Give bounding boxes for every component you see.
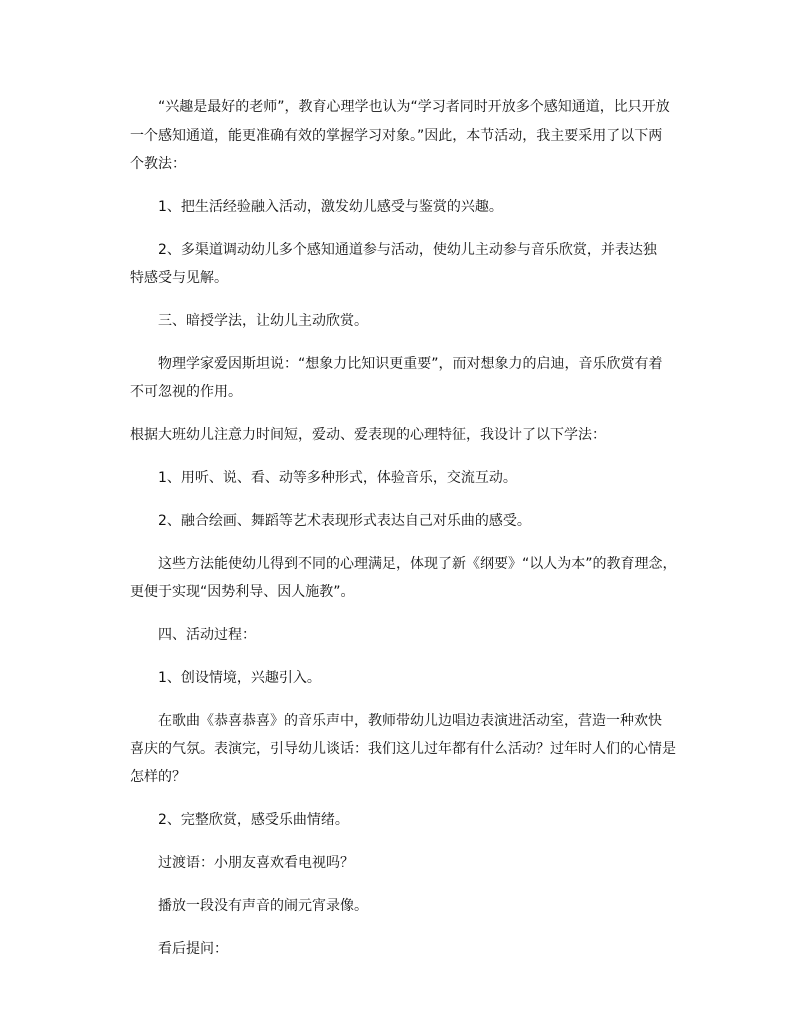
paragraph-line: 根据大班幼儿注意力时间短，爱动、爱表现的心理特征，我设计了以下学法：	[130, 427, 606, 443]
list-item: 1、创设情境，兴趣引入。	[158, 670, 321, 686]
paragraph-line: 过渡语：小朋友喜欢看电视吗？	[158, 855, 354, 871]
paragraph-line: 不可忽视的作用。	[130, 384, 242, 400]
paragraph-line: 喜庆的气氛。表演完，引导幼儿谈话：我们这儿过年都有什么活动？过年时人们的心情是	[130, 741, 676, 757]
paragraph-line: 怎样的？	[130, 769, 186, 785]
paragraph-line: 在歌曲《恭喜恭喜》的音乐声中，教师带幼儿边唱边表演进活动室，营造一种欢快	[158, 713, 662, 729]
list-item: 2、多渠道调动幼儿多个感知通道参与活动，使幼儿主动参与音乐欣赏，并表达独	[158, 242, 657, 258]
list-item: 1、用听、说、看、动等多种形式，体验音乐，交流互动。	[158, 470, 517, 486]
paragraph-line: 这些方法能使幼儿得到不同的心理满足，体现了新《纲要》“以人为本”的教育理念，	[158, 556, 677, 572]
paragraph-line: 一个感知通道，能更准确有效的掌握学习对象。”因此，本节活动，我主要采用了以下两	[130, 128, 663, 144]
list-item: 2、融合绘画、舞蹈等艺术表现形式表达自己对乐曲的感受。	[158, 513, 531, 529]
section-heading: 三、暗授学法，让幼儿主动欣赏。	[158, 313, 368, 329]
list-item: 1、把生活经验融入活动，激发幼儿感受与鉴赏的兴趣。	[158, 199, 503, 215]
paragraph-line: “兴趣是最好的老师”，教育心理学也认为“学习者同时开放多个感知通道，比只开放	[158, 99, 670, 115]
paragraph-line: 特感受与见解。	[130, 270, 228, 286]
paragraph-line: 看后提问：	[158, 941, 228, 957]
section-heading: 四、活动过程：	[158, 627, 256, 643]
list-item: 2、完整欣赏，感受乐曲情绪。	[158, 812, 349, 828]
paragraph-line: 播放一段没有声音的闹元宵录像。	[158, 898, 368, 914]
paragraph-line: 更便于实现“因势利导、因人施教”。	[130, 584, 355, 600]
paragraph-line: 物理学家爱因斯坦说：“想象力比知识更重要”，而对想象力的启迪，音乐欣赏有着	[158, 356, 663, 372]
paragraph-line: 个教法：	[130, 156, 186, 172]
